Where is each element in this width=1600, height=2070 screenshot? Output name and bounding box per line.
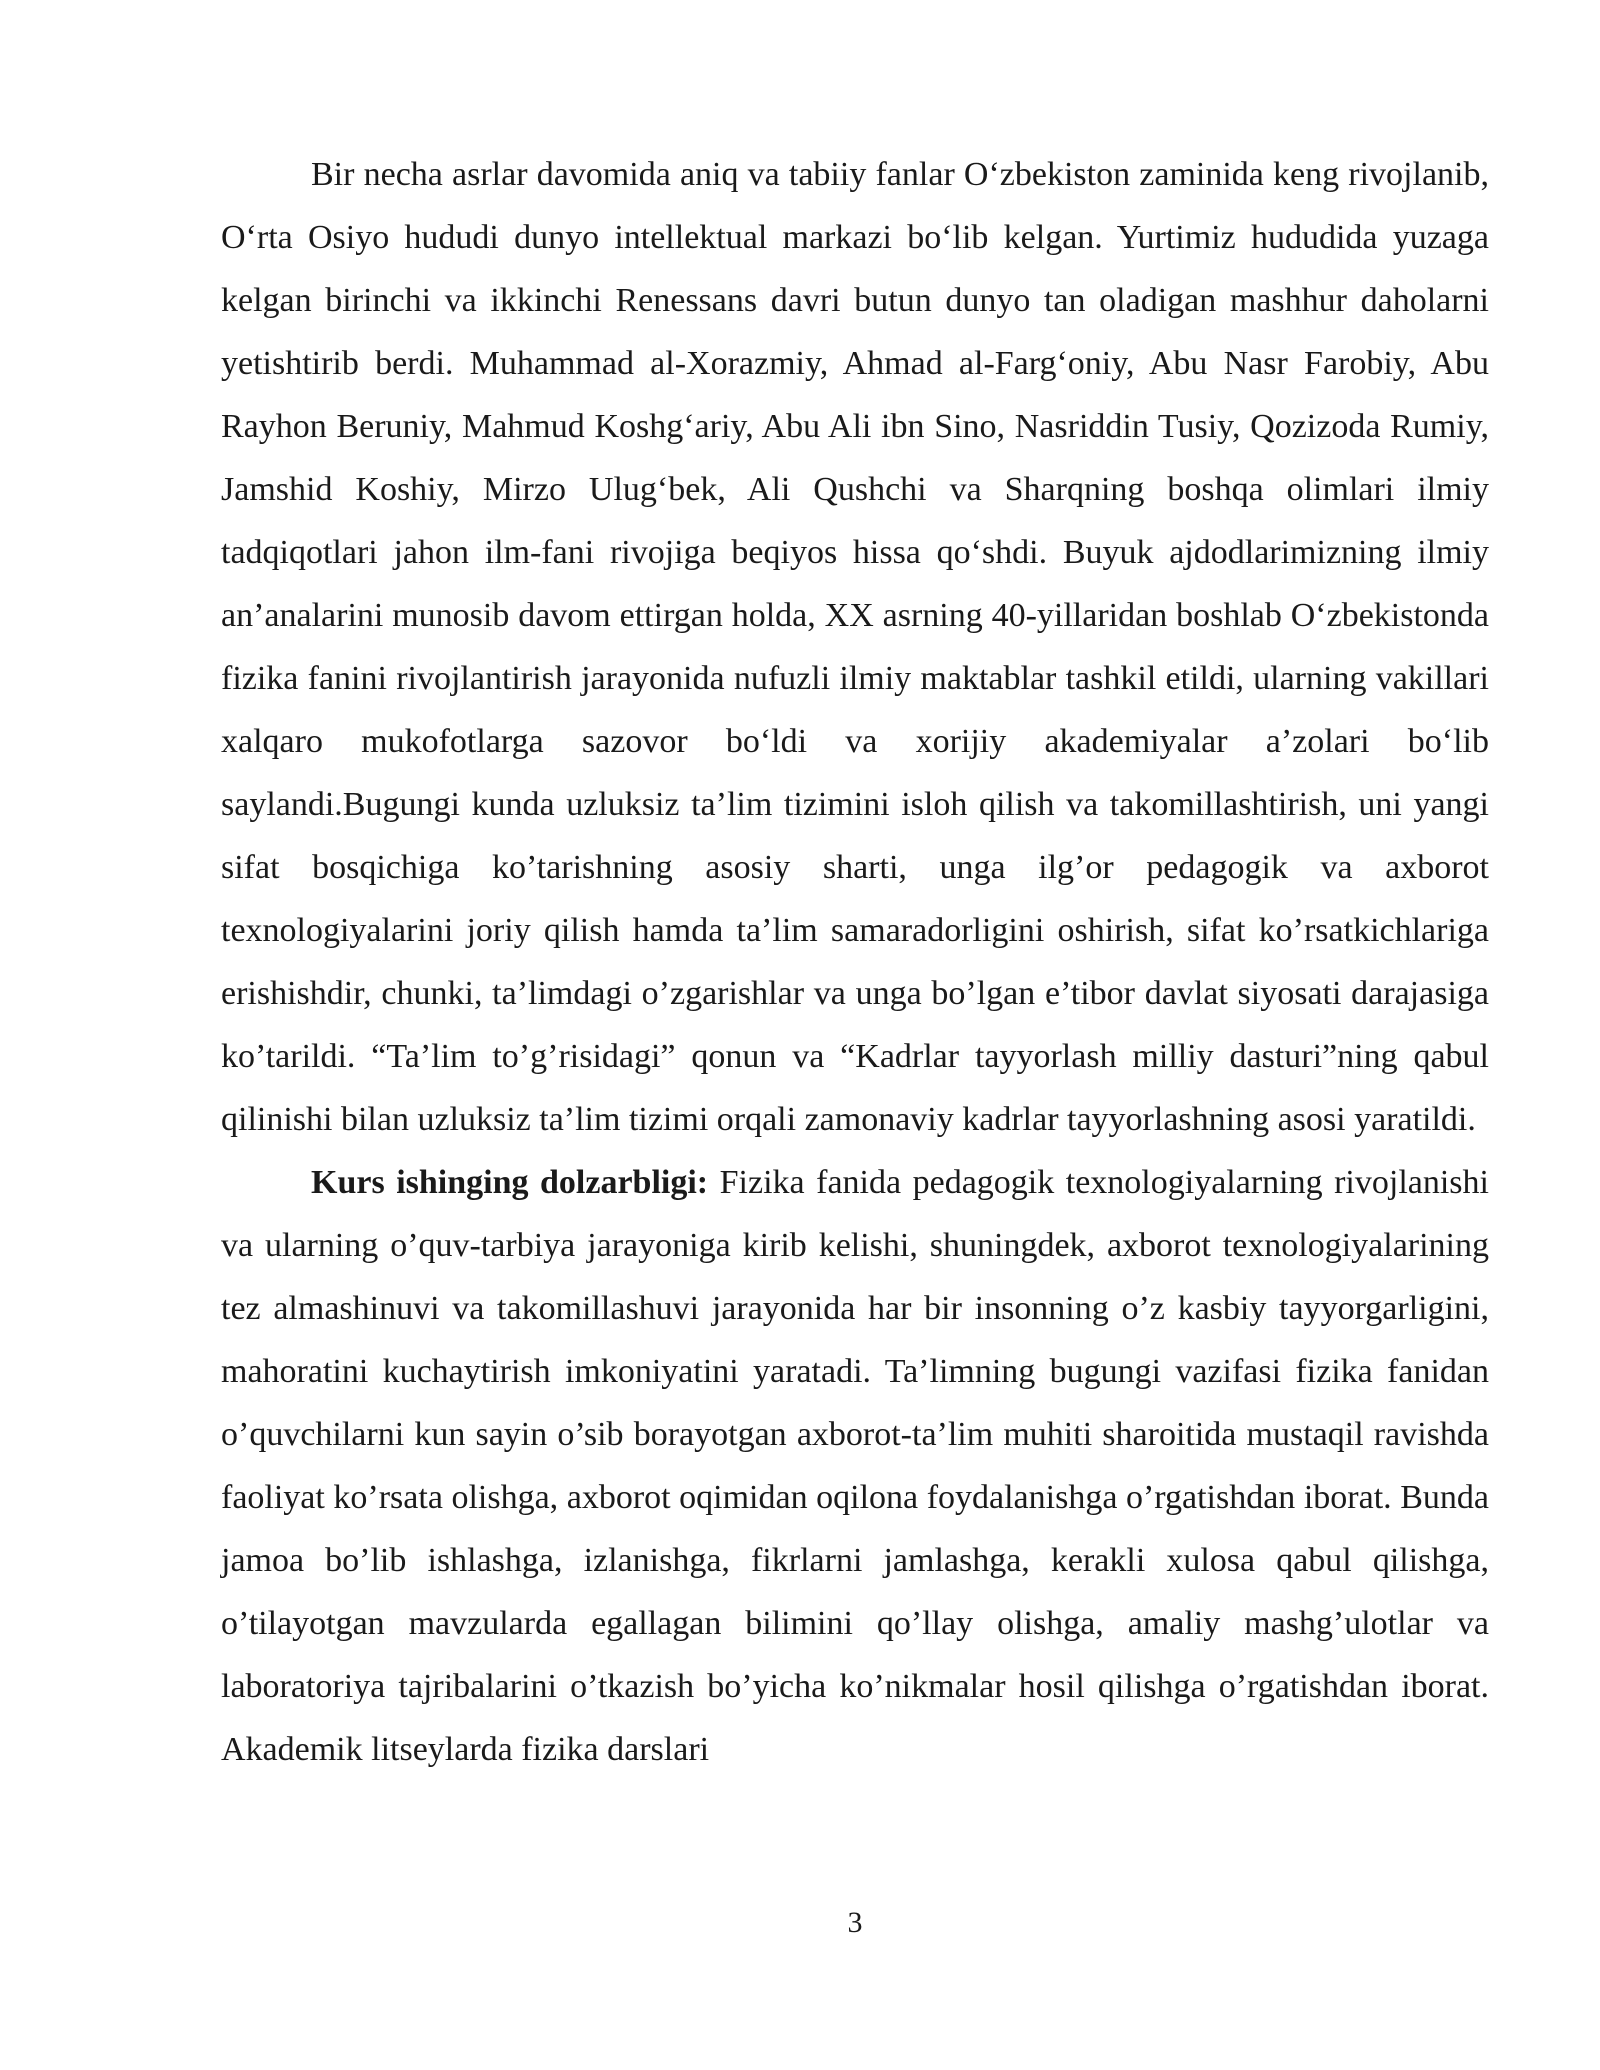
paragraph-text: Fizika fanida pedagogik texnologiyalarning rivojlanishi va ularning o’quv-tarbiya jarayoniga kirib kelishi, shuningdek, axborot texnologiyalarining tez almashinuvi va takomillashuvi jarayonida har bir insonning o’z kasbiy tayyorgarligini, mahoratini kuchaytirish imkoniyatini yaratadi. Ta’limning bugungi vazifasi fizika fanidan o’quvchilarni kun sayin o’sib borayotgan axborot-ta’lim muhiti sharoitida mustaqil ravishda faoliyat ko’rsata olishga, axborot oqimidan oqilona foydalanishga o’rgatishdan iborat. Bunda jamoa bo’lib ishlashga, izlanishga, fikrlarni jamlashga, kerakli xulosa qabul qilishga, o’tilayotgan mavzularda egallagan bilimini qo’llay olishga, amaliy mashg’ulotlar va laboratoriya tajribalarini o’tkazish bo’yicha ko’nikmalar hosil qilishga o’rgatishdan iborat. Akademik litseylarda fizika darslari [221,1164,1489,1768]
page-number: 3 [847,1906,863,1939]
paragraph-lead-relevance: Kurs ishinging dolzarbligi: [311,1164,709,1201]
paragraph-relevance [221,1151,1489,1781]
paragraph-intro [221,143,1489,1151]
body-text [221,143,1489,1781]
paragraph-text: Bir necha asrlar davomida aniq va tabiiy fanlar O‘zbekiston zaminida keng rivojlanib, O‘rta Osiyo hududi dunyo intellektual markazi bo‘lib kelgan. Yurtimiz hududida yuzaga kelgan birinchi va ikkinchi Renessans davri butun dunyo tan oladigan mashhur daholarni yetishtirib berdi. Muhammad al-Xorazmiy, Ahmad al-Farg‘oniy, Abu Nasr Farobiy, Abu Rayhon Beruniy, Mahmud Koshg‘ariy, Abu Ali ibn Sino, Nasriddin Tusiy, Qozizoda Rumiy, Jamshid Koshiy, Mirzo Ulug‘bek, Ali Qushchi va Sharqning boshqa olimlari ilmiy tadqiqotlari jahon ilm-fani rivojiga beqiyos hissa qo‘shdi. Buyuk ajdodlarimizning ilmiy an’analarini munosib davom ettirgan holda, XX asrning 40-yillaridan boshlab O‘zbekistonda fizika fanini rivojlantirish jarayonida nufuzli ilmiy maktablar tashkil etildi, ularning vakillari xalqaro mukofotlarga sazovor bo‘ldi va xorijiy akademiyalar a’zolari bo‘lib saylandi.Bugungi kunda uzluksiz ta’lim tizimini isloh qilish va takomillashtirish, uni yangi sifat bosqichiga ko’tarishning asosiy sharti, unga ilg’or pedagogik va axborot texnologiyalarini joriy qilish hamda ta’lim samaradorligini oshirish, sifat ko’rsatkichlariga erishishdir, chunki, ta’limdagi o’zgarishlar va unga bo’lgan e’tibor davlat siyosati darajasiga ko’tarildi. “Ta’lim to’g’risidagi” qonun va “Kadrlar tayyorlash milliy dasturi”ning qabul qilinishi bilan uzluksiz ta’lim tizimi orqali zamonaviy kadrlar tayyorlashning asosi yaratildi. [221,156,1489,1138]
